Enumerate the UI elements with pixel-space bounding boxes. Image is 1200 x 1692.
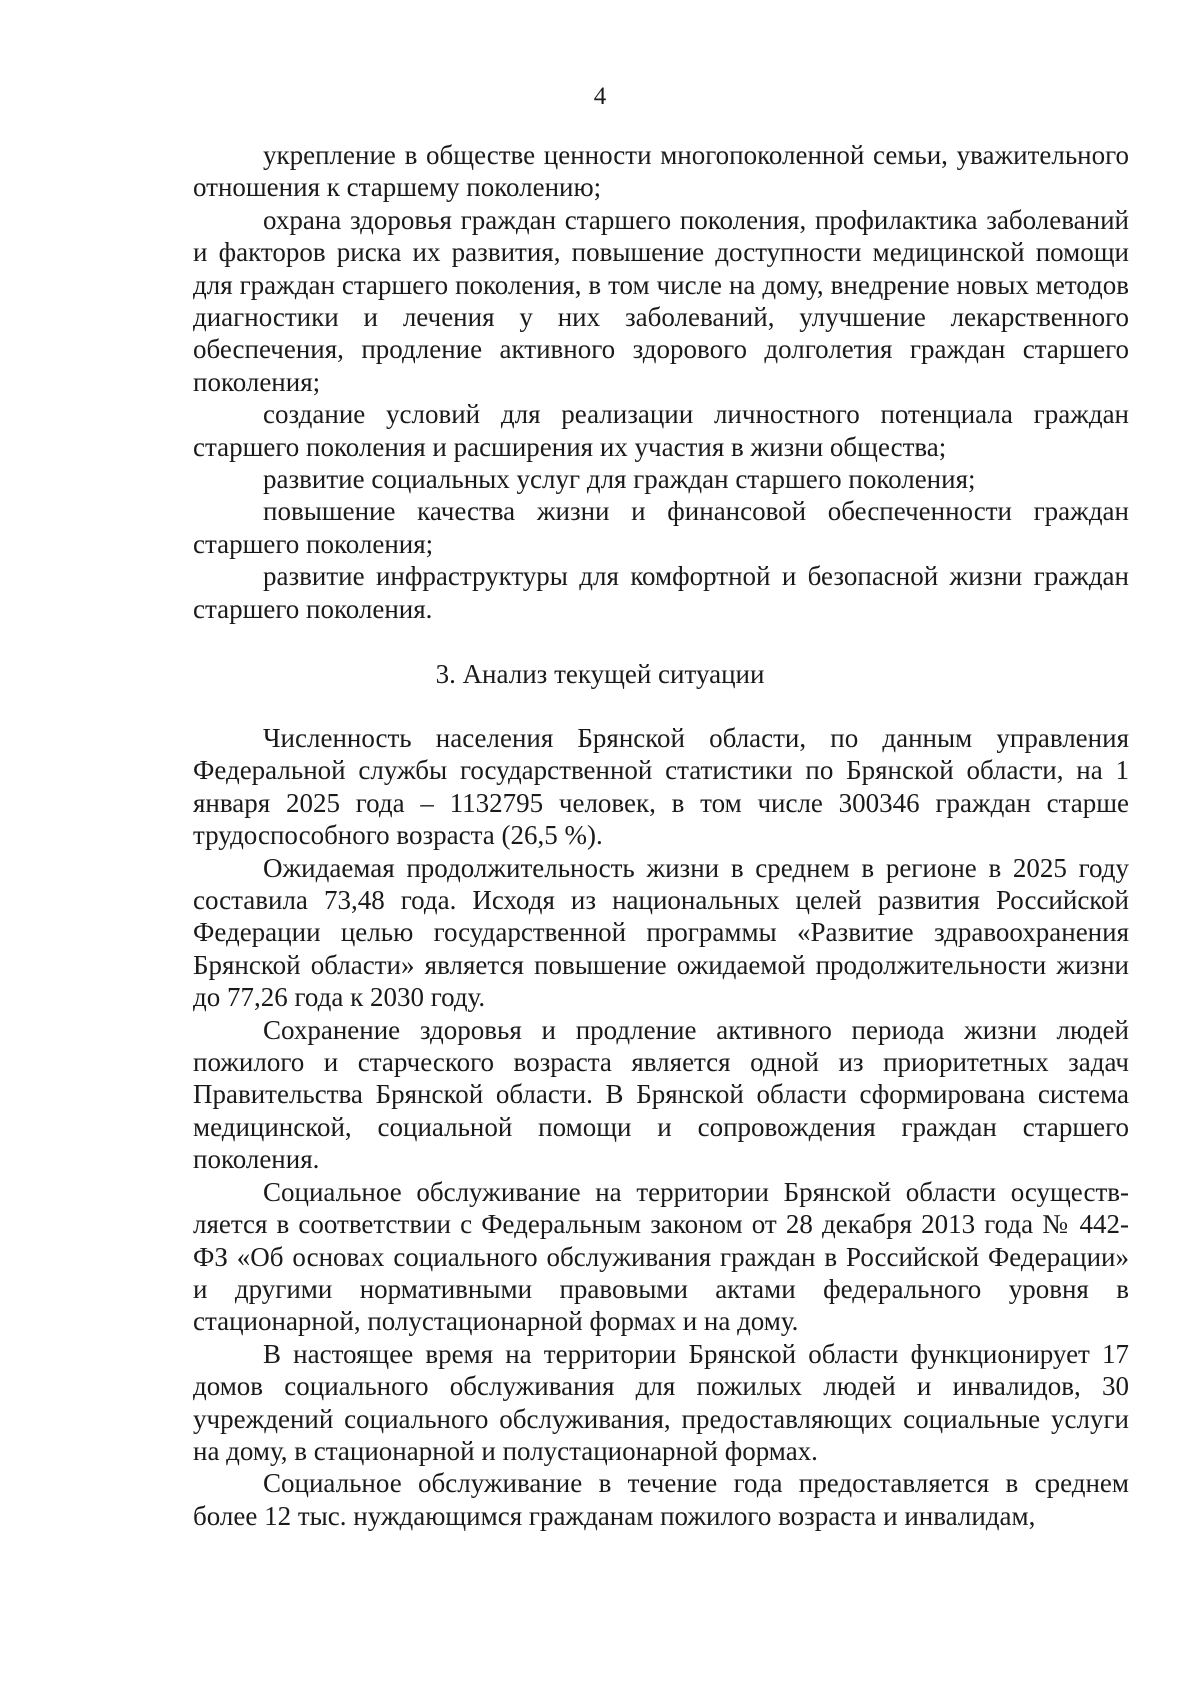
list-item: повышение качества жизни и финансовой обеспеченности граждан старшего поколения; — [193, 496, 1129, 559]
goals-list — [193, 139, 1129, 625]
section-heading: 3. Анализ текущей ситуации — [435, 659, 765, 689]
paragraph-service-count: Социальное обслуживание в течение года предоставляется в среднем более 12 тыс. нуждающимся гражданам пожилого возраста и инвалидам, — [193, 1468, 1129, 1531]
page-number: 4 — [593, 83, 607, 110]
paragraph-institutions: В настоящее время на территории Брянской области функционирует 17 домов социального обслуживания для пожилых людей и инвалидов, 30 учреждений социального обслуживания, предоставляющих социальные услуги на дому, в стационарной и полустационарной формах. — [193, 1338, 1129, 1466]
list-item: развитие социальных услуг для граждан старшего поколения; — [263, 464, 976, 495]
section-body — [193, 722, 1129, 1532]
list-item: укрепление в обществе ценности многопоколенной семьи, уважительного отношения к старшему поколению; — [193, 140, 1129, 203]
paragraph-social-service-law: Социальное обслуживание на территории Брянской области осуществляется в соответствии с Федеральным законом от 28 декабря 2013 года № 442-ФЗ «Об основах социального обслуживания граждан в Российской Федерации» и другими нормативными правовыми актами федерального уровня в стационарной, полустационарной формах и на дому. — [193, 1176, 1129, 1337]
paragraph-life-expectancy: Ожидаемая продолжительность жизни в среднем в регионе в 2025 году составила 73,48 года. Исходя из национальных целей развития Российской Федерации целью государственной программы «Развитие здравоохранения Брянской области» является повышение ожидаемой продолжительности жизни до 77,26 года к 2030 году. — [193, 852, 1129, 1013]
list-item: развитие инфраструктуры для комфортной и безопасной жизни граждан старшего поколения. — [193, 561, 1129, 624]
paragraph-population: Численность населения Брянской области, по данным управления Федеральной службы государственной статистики по Брянской области, на 1 января 2025 года – 1132795 человек, в том числе 300346 граждан старше трудоспособного возраста (26,5 %). — [193, 723, 1129, 851]
paragraph-health: Сохранение здоровья и продление активного периода жизни людей пожилого и старческого возраста является одной из приоритетных задач Правительства Брянской области. В Брянской области сформирована система медицинской, социальной помощи и сопровождения граждан старшего поколения. — [193, 1014, 1129, 1175]
list-item: создание условий для реализации личностного потенциала граждан старшего поколения и расширения их участия в жизни общества; — [193, 399, 1129, 462]
list-item: охрана здоровья граждан старшего поколения, профилактика заболеваний и факторов риска их развития, повышение доступности медицинской помощи для граждан старшего поколения, в том числе на дому, внедрение новых методов диагностики и лечения у них заболеваний, улучшение лекарственного обеспечения, продление активного здорового долголетия граждан старшего поколения; — [193, 204, 1129, 397]
